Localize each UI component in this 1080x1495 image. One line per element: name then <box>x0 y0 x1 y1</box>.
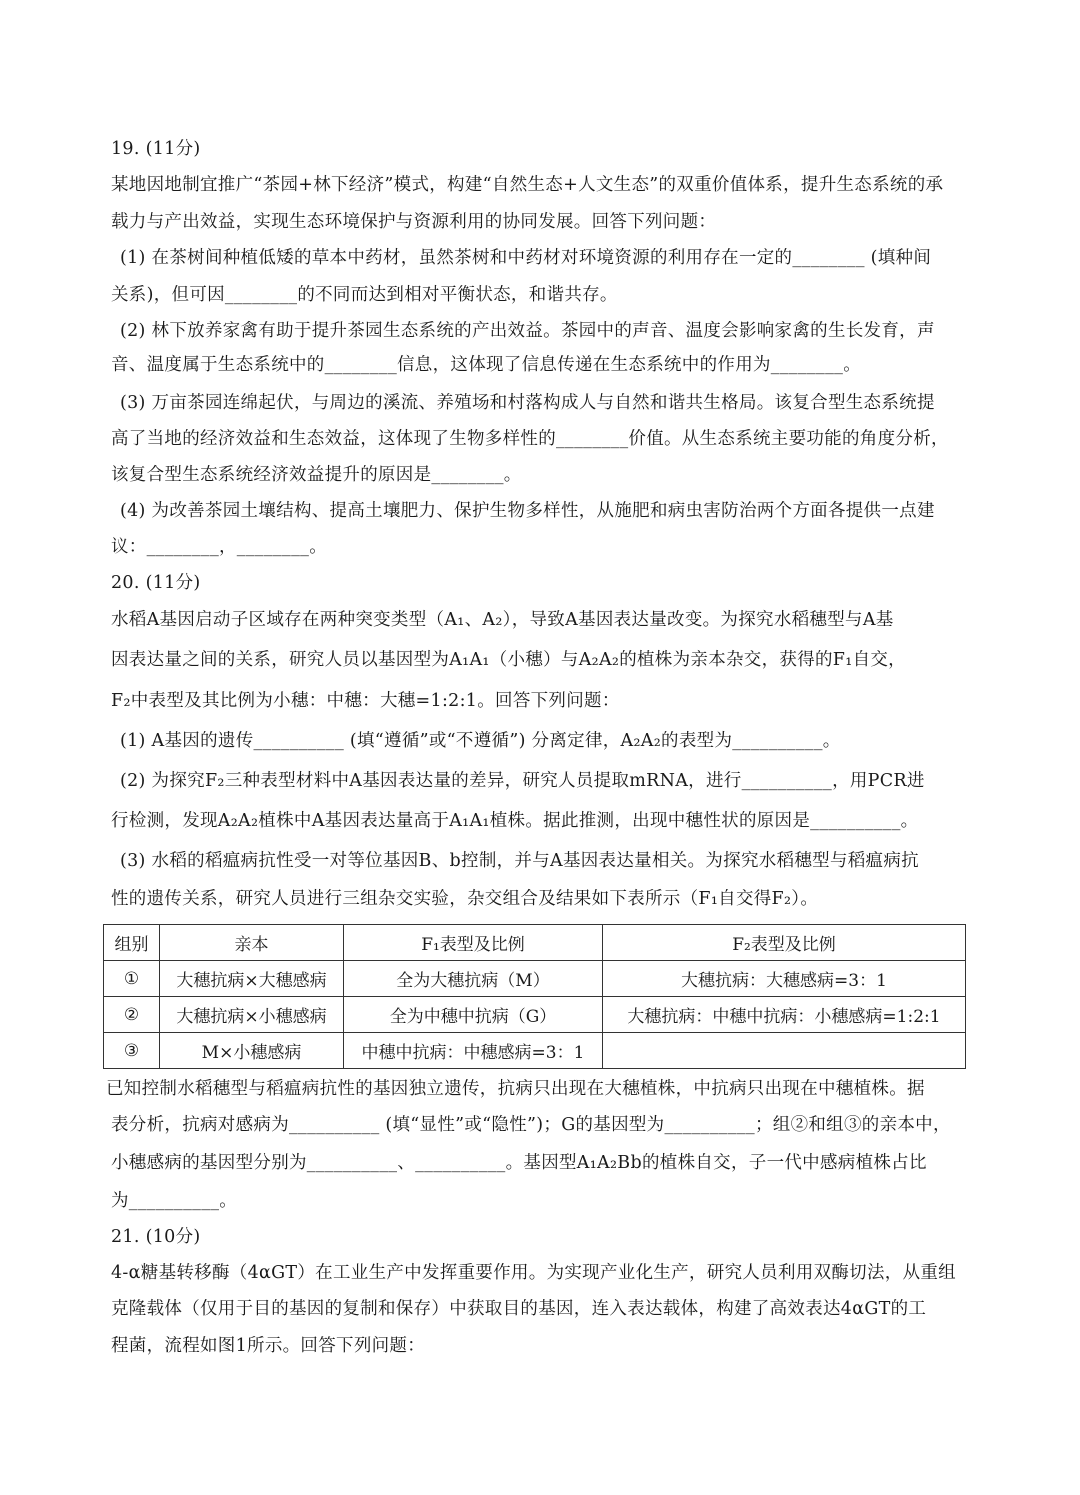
q19-part2-line-2: 音、温度属于生态系统中的________信息，这体现了信息传递在生态系统中的作用为________。 <box>111 355 861 375</box>
table-row <box>104 1033 966 1069</box>
cell-f1: 中穗中抗病：中穗感病=3：1 <box>344 1033 603 1069</box>
col-header-parents: 亲本 <box>160 925 344 961</box>
q20-intro-line-2: 因表达量之间的关系，研究人员以基因型为A₁A₁（小穗）与A₂A₂的植株为亲本杂交，获得的F₁自交， <box>111 650 906 670</box>
q20-after-line-3: 小穗感病的基因型分别为__________、__________。基因型A₁A₂Bb的植株自交，子一代中感病植株占比 <box>111 1153 927 1173</box>
col-header-f1: F₁表型及比例 <box>344 925 603 961</box>
q19-header: 19. (11分) <box>111 139 201 159</box>
col-header-group: 组别 <box>104 925 160 961</box>
q19-part3-line-2: 高了当地的经济效益和生态效益，这体现了生物多样性的________价值。从生态系统主要功能的角度分析， <box>111 429 949 449</box>
cell-parents: 大穗抗病×大穗感病 <box>160 961 344 997</box>
q19-intro-line-2: 载力与产出效益，实现生态环境保护与资源利用的协同发展。回答下列问题： <box>111 212 717 232</box>
table-header-row <box>104 925 966 961</box>
cell-f2: 大穗抗病：中穗中抗病：小穗感病=1:2:1 <box>603 997 966 1033</box>
cell-f2 <box>603 1033 966 1069</box>
q20-intro-line-3: F₂中表型及其比例为小穗：中穗：大穗=1:2:1。回答下列问题： <box>111 691 620 711</box>
cell-f1: 全为中穗中抗病（G） <box>344 997 603 1033</box>
table-row <box>104 961 966 997</box>
q20-after-line-1: 已知控制水稻穗型与稻瘟病抗性的基因独立遗传，抗病只出现在大穗植株，中抗病只出现在中穗植株。据 <box>106 1079 925 1099</box>
q21-header: 21. (10分) <box>111 1227 201 1247</box>
q20-after-line-4: 为__________。 <box>111 1191 238 1211</box>
q21-intro-line-2: 克隆载体（仅用于目的基因的复制和保存）中获取目的基因，连入表达载体，构建了高效表达4αGT的工 <box>111 1299 927 1319</box>
cell-parents: M×小穗感病 <box>160 1033 344 1069</box>
cell-group: ② <box>104 997 160 1033</box>
q19-part4-line-1: (4) 为改善茶园土壤结构、提高土壤肥力、保护生物多样性，从施肥和病虫害防治两个方面各提供一点建 <box>120 501 935 521</box>
cross-results-table <box>103 924 966 1069</box>
q19-part1-line-1: (1) 在茶树间种植低矮的草本中药材，虽然茶树和中药材对环境资源的利用存在一定的________ (填种间 <box>120 248 932 268</box>
cell-f2: 大穗抗病：大穗感病=3：1 <box>603 961 966 997</box>
q19-part4-line-2: 议：________，________。 <box>111 537 327 557</box>
q19-part2-line-1: (2) 林下放养家禽有助于提升茶园生态系统的产出效益。茶园中的声音、温度会影响家禽的生长发育，声 <box>120 321 935 341</box>
q19-intro-line-1: 某地因地制宜推广“茶园+林下经济”模式，构建“自然生态+人文生态”的双重价值体系，提升生态系统的承 <box>111 175 944 195</box>
q19-part3-line-3: 该复合型生态系统经济效益提升的原因是________。 <box>111 465 522 485</box>
cell-f1: 全为大穗抗病（M） <box>344 961 603 997</box>
q21-intro-line-3: 程菌，流程如图1所示。回答下列问题： <box>111 1336 426 1356</box>
q20-part1: (1) A基因的遗传__________ (填“遵循”或“不遵循”) 分离定律，A₂A₂的表型为__________。 <box>120 731 841 751</box>
q20-after-line-2: 表分析，抗病对感病为__________ (填“显性”或“隐性”)；G的基因型为__________；组②和组③的亲本中， <box>111 1115 951 1135</box>
q20-part3-line-2: 性的遗传关系，研究人员进行三组杂交实验，杂交组合及结果如下表所示（F₁自交得F₂）。 <box>111 889 819 909</box>
q21-intro-line-1: 4-α糖基转移酶（4αGT）在工业生产中发挥重要作用。为实现产业化生产，研究人员利用双酶切法，从重组 <box>111 1263 956 1283</box>
cell-group: ③ <box>104 1033 160 1069</box>
table-row <box>104 997 966 1033</box>
cell-parents: 大穗抗病×小穗感病 <box>160 997 344 1033</box>
q20-part2-line-2: 行检测，发现A₂A₂植株中A基因表达量高于A₁A₁植株。据此推测，出现中穗性状的原因是__________。 <box>111 811 919 831</box>
q19-part3-line-1: (3) 万亩茶园连绵起伏，与周边的溪流、养殖场和村落构成人与自然和谐共生格局。该复合型生态系统提 <box>120 393 935 413</box>
q20-part2-line-1: (2) 为探究F₂三种表型材料中A基因表达量的差异，研究人员提取mRNA，进行__________，用PCR进 <box>120 771 925 791</box>
q20-header: 20. (11分) <box>111 573 201 593</box>
q20-intro-line-1: 水稻A基因启动子区域存在两种突变类型（A₁、A₂），导致A基因表达量改变。为探究水稻穗型与A基 <box>111 610 894 630</box>
q20-part3-line-1: (3) 水稻的稻瘟病抗性受一对等位基因B、b控制，并与A基因表达量相关。为探究水稻穗型与稻瘟病抗 <box>120 851 919 871</box>
q19-part1-line-2: 关系)，但可因________的不同而达到相对平衡状态，和谐共存。 <box>111 285 618 305</box>
cell-group: ① <box>104 961 160 997</box>
col-header-f2: F₂表型及比例 <box>603 925 966 961</box>
